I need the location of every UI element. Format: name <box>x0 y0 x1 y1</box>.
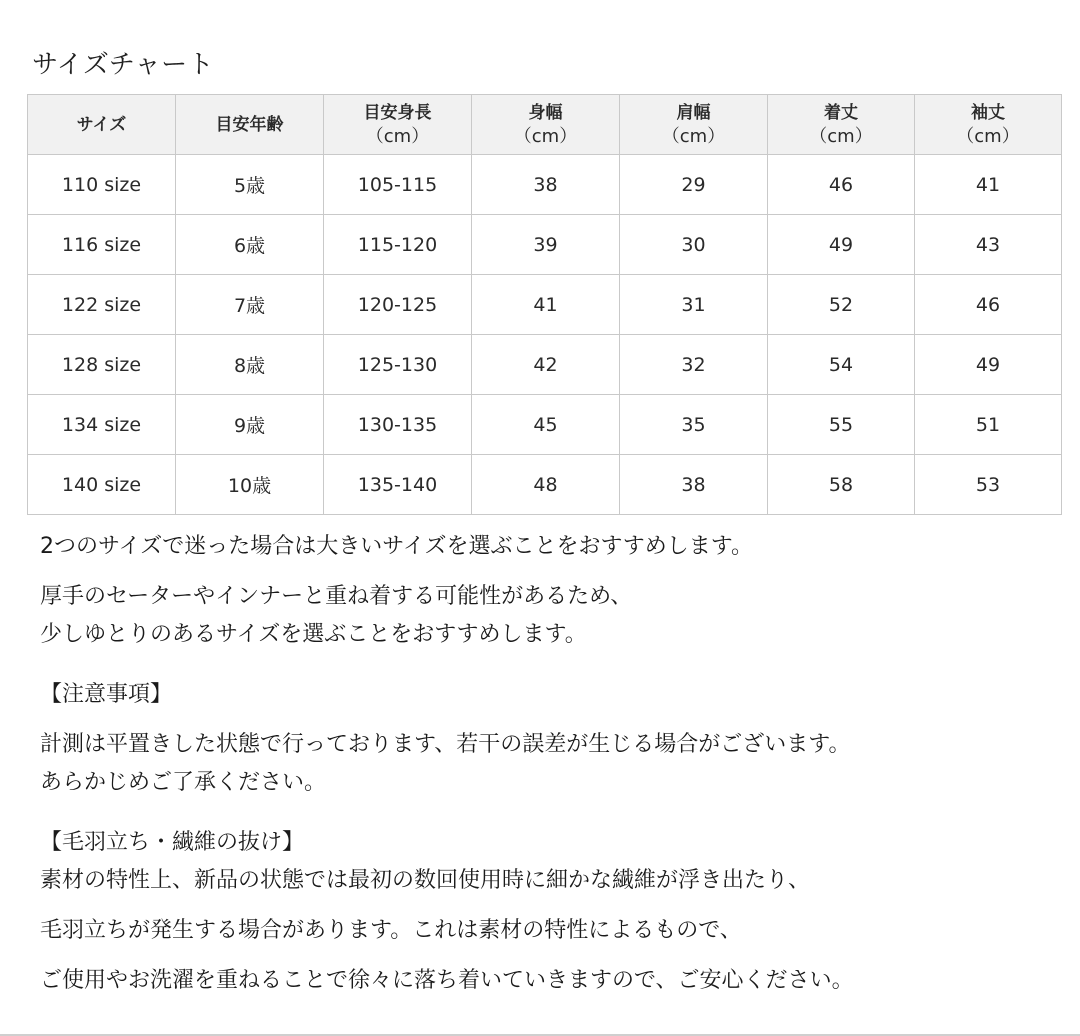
page-title: サイズチャート <box>32 50 215 80</box>
header-label: 身幅 <box>528 102 563 123</box>
table-cell-height: 135-140 <box>324 455 472 515</box>
spacer <box>40 566 1060 578</box>
table-cell-body-width: 42 <box>472 335 620 395</box>
spacer <box>40 714 1060 726</box>
table-cell-length: 49 <box>768 215 915 275</box>
fuzz-text: ご使用やお洗濯を重ねることで徐々に落ち着いていきますので、ご安心ください。 <box>40 968 854 993</box>
caution-text: あらかじめご了承ください。 <box>40 770 327 795</box>
table-cell-length: 46 <box>768 155 915 215</box>
caution-text: 計測は平置きした状態で行っております、若干の誤差が生じる場合がございます。 <box>40 732 851 757</box>
table-cell-sleeve-length: 43 <box>915 215 1062 275</box>
header-unit: （cm） <box>809 125 873 147</box>
table-cell-length: 58 <box>768 455 915 515</box>
fuzz-text: 素材の特性上、新品の状態では最初の数回使用時に細かな繊維が浮き出たり、 <box>40 868 811 893</box>
size-chart-table <box>27 94 1062 515</box>
header-label: 目安年齢 <box>215 114 284 135</box>
header-label: サイズ <box>76 114 127 135</box>
header-height <box>324 95 472 155</box>
table-row <box>28 455 1062 515</box>
header-shoulder-width <box>620 95 768 155</box>
notes-section <box>40 528 1060 1000</box>
table-cell-shoulder-width: 38 <box>620 455 768 515</box>
table-cell-body-width: 39 <box>472 215 620 275</box>
recommend-text: 2つのサイズで迷った場合は大きいサイズを選ぶことをおすすめします。 <box>40 534 753 559</box>
spacer <box>40 900 1060 912</box>
table-row <box>28 215 1062 275</box>
table-cell-size: 134 size <box>28 395 176 455</box>
caution-heading: 【注意事項】 <box>40 682 173 707</box>
table-cell-size: 122 size <box>28 275 176 335</box>
table-cell-size: 116 size <box>28 215 176 275</box>
table-row <box>28 335 1062 395</box>
table-header-row <box>28 95 1062 155</box>
header-label: 袖丈 <box>971 102 1005 123</box>
table-cell-body-width: 41 <box>472 275 620 335</box>
table-cell-shoulder-width: 31 <box>620 275 768 335</box>
header-label: 着丈 <box>824 102 858 123</box>
header-label: 目安身長 <box>363 102 432 123</box>
table-cell-sleeve-length: 49 <box>915 335 1062 395</box>
header-unit: （cm） <box>365 125 430 147</box>
header-body-width <box>472 95 620 155</box>
spacer <box>40 654 1060 676</box>
table-cell-sleeve-length: 53 <box>915 455 1062 515</box>
recommend-text: 少しゆとりのあるサイズを選ぶことをおすすめします。 <box>40 622 587 647</box>
table-cell-size: 128 size <box>28 335 176 395</box>
header-label: 肩幅 <box>676 102 711 123</box>
table-cell-age: 10歳 <box>176 455 324 515</box>
table-cell-age: 7歳 <box>176 275 324 335</box>
table-cell-shoulder-width: 30 <box>620 215 768 275</box>
table-cell-height: 130-135 <box>324 395 472 455</box>
table-cell-age: 8歳 <box>176 335 324 395</box>
fuzz-heading: 【毛羽立ち・繊維の抜け】 <box>40 830 305 855</box>
header-length <box>768 95 915 155</box>
table-cell-height: 125-130 <box>324 335 472 395</box>
table-cell-body-width: 48 <box>472 455 620 515</box>
table-cell-height: 105-115 <box>324 155 472 215</box>
table-cell-shoulder-width: 29 <box>620 155 768 215</box>
table-cell-sleeve-length: 46 <box>915 275 1062 335</box>
table-cell-shoulder-width: 32 <box>620 335 768 395</box>
table-row <box>28 275 1062 335</box>
table-cell-length: 54 <box>768 335 915 395</box>
table-cell-length: 52 <box>768 275 915 335</box>
table-cell-shoulder-width: 35 <box>620 395 768 455</box>
table-cell-size: 140 size <box>28 455 176 515</box>
header-sleeve-length <box>915 95 1062 155</box>
header-unit: （cm） <box>956 125 1020 147</box>
table-row <box>28 155 1062 215</box>
table-cell-height: 120-125 <box>324 275 472 335</box>
table-cell-age: 9歳 <box>176 395 324 455</box>
table-cell-length: 55 <box>768 395 915 455</box>
header-unit: （cm） <box>661 125 726 147</box>
table-cell-sleeve-length: 41 <box>915 155 1062 215</box>
table-row <box>28 395 1062 455</box>
header-age <box>176 95 324 155</box>
table-cell-sleeve-length: 51 <box>915 395 1062 455</box>
fuzz-text: 毛羽立ちが発生する場合があります。これは素材の特性によるもので、 <box>40 918 742 943</box>
spacer <box>40 802 1060 824</box>
recommend-text: 厚手のセーターやインナーと重ね着する可能性があるため、 <box>40 584 633 609</box>
header-size <box>28 95 176 155</box>
header-unit: （cm） <box>513 125 578 147</box>
table-cell-size: 110 size <box>28 155 176 215</box>
table-cell-body-width: 38 <box>472 155 620 215</box>
table-cell-body-width: 45 <box>472 395 620 455</box>
table-cell-age: 5歳 <box>176 155 324 215</box>
table-cell-height: 115-120 <box>324 215 472 275</box>
table-cell-age: 6歳 <box>176 215 324 275</box>
spacer <box>40 950 1060 962</box>
